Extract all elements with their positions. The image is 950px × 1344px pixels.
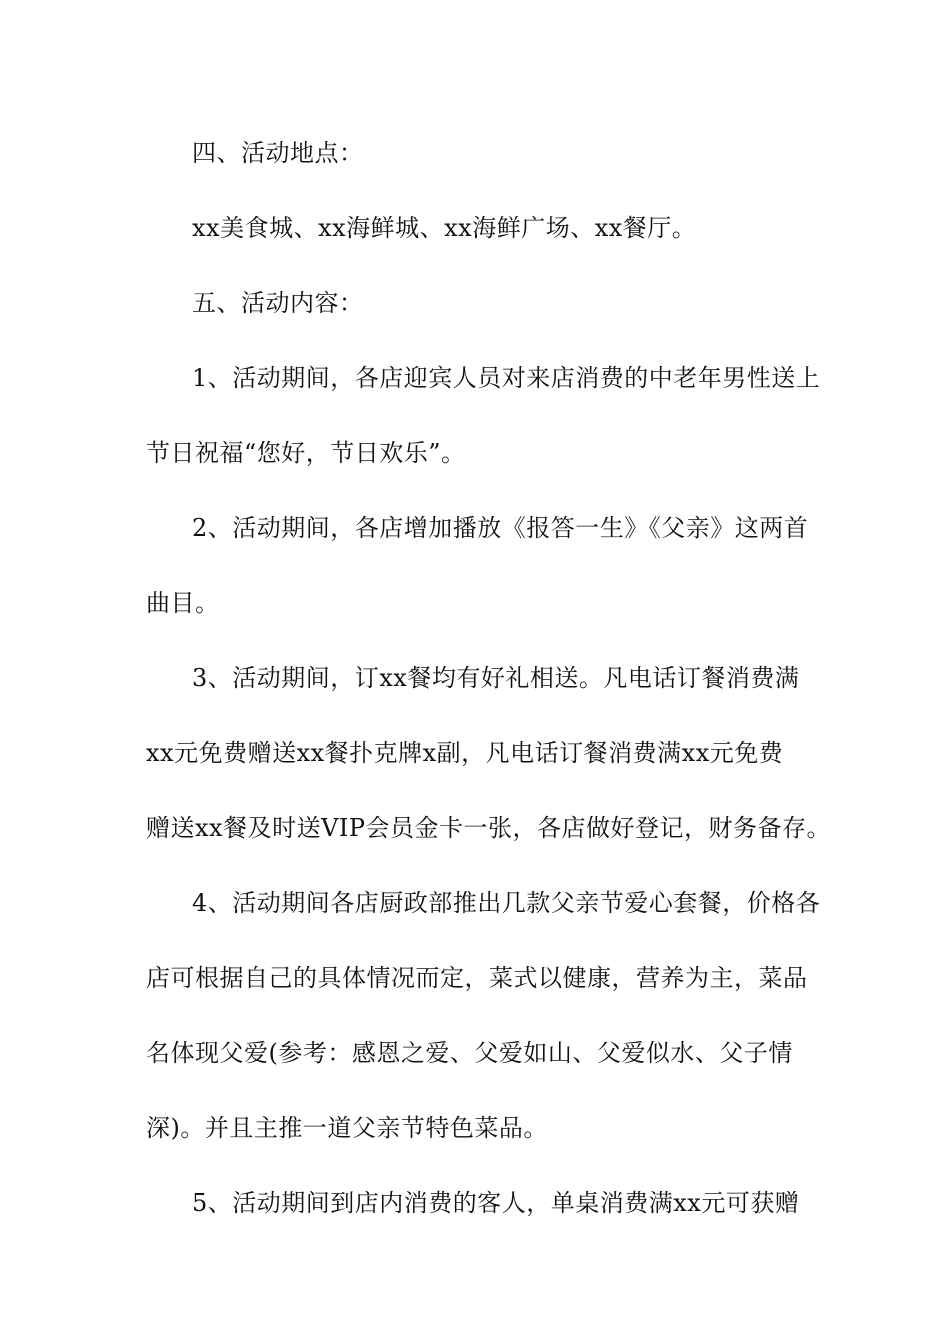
item-4-line-3: 名体现父爱(参考：感恩之爱、父爱如山、父爱似水、父子情 bbox=[146, 1039, 793, 1067]
item-3-line-2: xx元免费赠送xx餐扑克牌x副，凡电话订餐消费满xx元免费 bbox=[146, 739, 784, 767]
item-4-line-2: 店可根据自己的具体情况而定，菜式以健康，营养为主，菜品 bbox=[146, 964, 808, 992]
item-3-line-3: 赠送xx餐及时送VIP会员金卡一张，各店做好登记，财务备存。 bbox=[146, 814, 832, 842]
item-1-line-1: 1、活动期间，各店迎宾人员对来店消费的中老年男性送上 bbox=[192, 364, 821, 392]
item-1-line-2: 节日祝福“您好，节日欢乐”。 bbox=[146, 439, 466, 467]
item-4-line-1: 4、活动期间各店厨政部推出几款父亲节爱心套餐，价格各 bbox=[192, 889, 821, 917]
heading-location: 四、活动地点： bbox=[192, 139, 364, 167]
item-2-line-1: 2、活动期间，各店增加播放《报答一生》《父亲》这两首 bbox=[192, 514, 809, 542]
item-2-line-2: 曲目。 bbox=[146, 589, 220, 617]
item-3-line-1: 3、活动期间，订xx餐均有好礼相送。凡电话订餐消费满 bbox=[192, 664, 800, 692]
item-5-line-1: 5、活动期间到店内消费的客人，单桌消费满xx元可获赠 bbox=[192, 1189, 800, 1217]
item-4-line-4: 深)。并且主推一道父亲节特色菜品。 bbox=[146, 1114, 548, 1142]
location-list: xx美食城、xx海鲜城、xx海鲜广场、xx餐厅。 bbox=[192, 214, 697, 242]
heading-content: 五、活动内容： bbox=[192, 289, 364, 317]
